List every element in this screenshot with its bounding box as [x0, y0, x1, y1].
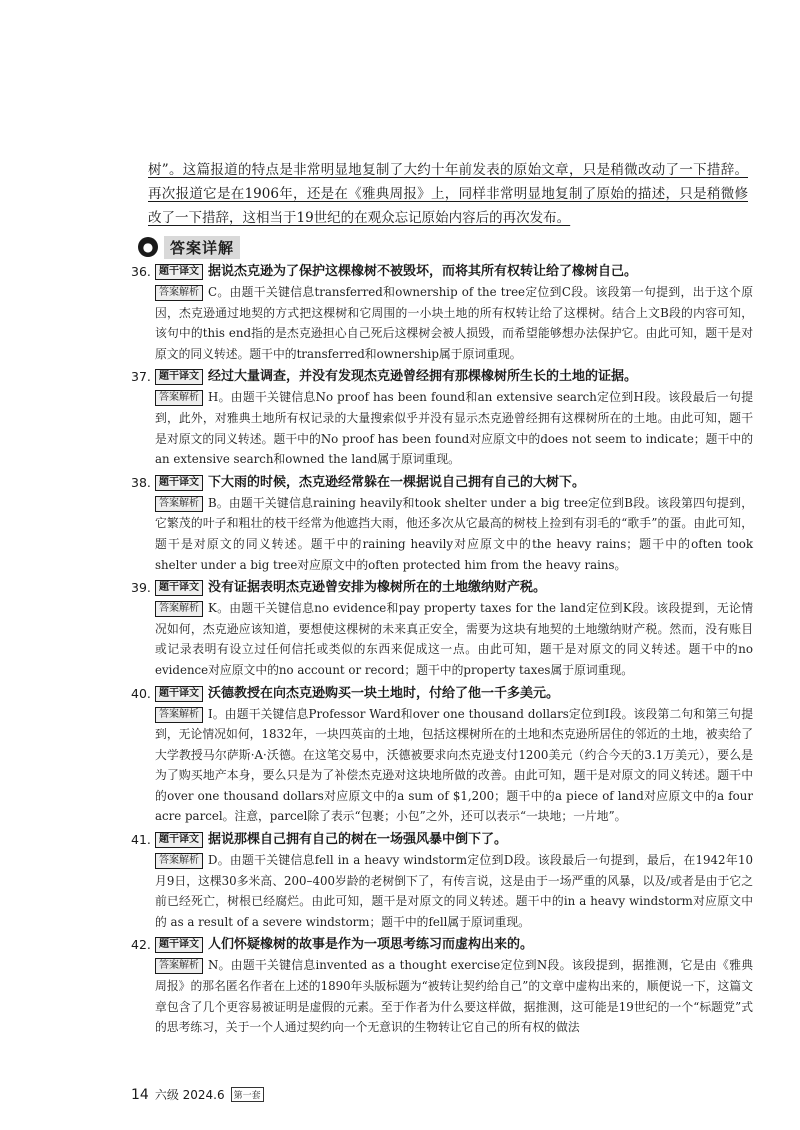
question-row	[131, 830, 753, 850]
question-number: 39.	[131, 580, 151, 596]
footer-label: 六级 2024.6	[154, 1088, 225, 1102]
intro-text: 树”。这篇报道的特点是非常明显地复制了大约十年前发表的原始文章，只是稍微改动了一下措辞。再次报道它是在1906年，还是在《雅典周报》上，同样非常明显地复制了原始的描述，只是稍微修改了一下措辞，这相当于19世纪的在观众忘记原始内容后的再次发布。	[148, 162, 748, 226]
answer-analysis	[155, 955, 753, 1037]
analysis-badge: 答案解析	[155, 853, 203, 869]
answer-analysis	[155, 282, 753, 364]
answer-analysis	[155, 850, 753, 932]
analysis-badge: 答案解析	[155, 496, 203, 512]
question-row	[131, 684, 753, 704]
answer-analysis	[155, 598, 753, 680]
page-footer	[131, 1086, 264, 1103]
question-stem	[155, 578, 753, 598]
question-stem	[155, 684, 753, 704]
analysis-badge: 答案解析	[155, 285, 203, 301]
question-number: 36.	[131, 264, 151, 279]
translation-badge: 题干译文	[155, 475, 203, 491]
answer-item	[131, 935, 753, 1037]
question-stem	[155, 367, 753, 387]
translation-badge: 题干译文	[155, 686, 203, 702]
translation-badge: 题干译文	[155, 580, 203, 596]
question-stem-text: 据说那棵自己拥有自己的树在一场强风暴中倒下了。	[208, 832, 508, 848]
bulb-icon: ●	[138, 237, 158, 257]
question-stem-text: 下大雨的时候，杰克逊经常躲在一棵据说自己拥有自己的大树下。	[208, 474, 586, 490]
question-stem-text: 据说杰克逊为了保护这棵橡树不被毁坏，而将其所有权转让给了橡树自己。	[208, 264, 638, 279]
question-stem-text: 经过大量调查，并没有发现杰克逊曾经拥有那棵橡树所生长的土地的证据。	[208, 369, 638, 385]
translation-badge: 题干译文	[155, 937, 203, 953]
question-stem	[155, 830, 753, 850]
question-stem	[155, 473, 753, 493]
page-number: 14	[131, 1086, 149, 1103]
section-header	[138, 234, 240, 260]
analysis-badge: 答案解析	[155, 958, 203, 974]
question-row	[131, 578, 753, 598]
question-row	[131, 262, 753, 282]
answer-analysis-text: D。由题干关键信息fell in a heavy windstorm定位到D段。该段最后一句提到，最后，在1942年10月9日，这棵30多米高、200–400岁龄的老树倒下了，有传言说，这是由于一场严重的风暴，以及/或者是由于它之前已经死亡，树根已经腐烂。由此可知，题干是对原文的同义转述。题干中的in a heavy windstorm对应原文中的 as a result of a severe windstorm；题干中的fell属于原词重现。	[155, 853, 753, 929]
answer-analysis-text: K。由题干关键信息no evidence和pay property taxes for the land定位到K段。该段提到，无论情况如何，杰克逊应该知道，要想使这棵树的未来真正安全，需要为这块有地契的土地缴纳财产税。然而，没有账目或记录表明有设立过任何信托或类似的东西来促成这一点。由此可知，题干是对原文的同义转述。题干中的no evidence对应原文中的no account or record；题干中的property taxes属于原词重现。	[155, 601, 753, 677]
question-row	[131, 473, 753, 493]
answer-analysis	[155, 704, 753, 828]
question-number: 42.	[131, 937, 151, 953]
answer-analysis-text: N。由题干关键信息invented as a thought exercise定位到N段。该段提到，据推测，它是由《雅典周报》的那名匿名作者在上述的1890年头版标题为“被转让契约给自己”的文章中虚构出来的，顺便说一下，这篇文章包含了几个更容易被证明是虚假的元素。至于作者为什么要这样做，据推测，这可能是19世纪的一个“标题党”式的思考练习，关于一个人通过契约向一个无意识的生物转让它自己的所有权的做法	[155, 958, 753, 1035]
answer-item	[131, 830, 753, 932]
question-stem-text: 沃德教授在向杰克逊购买一块土地时，付给了他一千多美元。	[208, 685, 560, 701]
answer-analysis-text: I。由题干关键信息Professor Ward和over one thousand dollars定位到I段。该段第二句和第三句提到，无论情况如何，1832年，一块四英亩的土地，包括这棵树所在的土地和杰克逊所居住的邻近的土地，被卖给了大学教授马尔萨斯·A·沃德。在这笔交易中，沃德被要求向杰克逊支付1200美元（约合今天的3.1万美元），要么是为了购买地产本身，要么只是为了补偿杰克逊对这块地所做的改善。由此可知，题干是对原文的同义转述。题干中的over one thousand dollars对应原文中的a sum of $1,200；题干中的a piece of land对应原文中的a four acre parcel。注意，parcel除了表示“包裹；小包”之外，还可以表示“一块地；一片地”。	[155, 706, 753, 824]
intro-paragraph	[148, 158, 748, 230]
question-row	[131, 935, 753, 955]
answer-analysis-text: B。由题干关键信息raining heavily和took shelter under a big tree定位到B段。该段第四句提到，它繁茂的叶子和粗壮的枝干经常为他遮挡大雨，他还多次从它最高的树枝上捡到有羽毛的“歌手”的蛋。由此可知，题干是对原文的同义转述。题干中的raining heavily对应原文中的the heavy rains；题干中的often took shelter under a big tree对应原文中的often protected him from the heavy rains。	[155, 495, 753, 572]
answer-item	[131, 473, 753, 575]
question-number: 38.	[131, 474, 151, 490]
issue-tag: 第一套	[231, 1087, 264, 1102]
analysis-badge: 答案解析	[155, 707, 203, 723]
section-title: 答案详解	[164, 236, 240, 259]
question-stem	[155, 935, 753, 955]
answer-analysis	[155, 387, 753, 469]
translation-badge: 题干译文	[155, 369, 203, 385]
answer-analysis	[155, 493, 753, 575]
question-stem-text: 没有证据表明杰克逊曾安排为橡树所在的土地缴纳财产税。	[208, 580, 547, 596]
analysis-badge: 答案解析	[155, 390, 203, 406]
question-stem	[155, 262, 753, 282]
answer-analysis-text: C。由题干关键信息transferred和ownership of the tree定位到C段。该段第一句提到，出于这个原因，杰克逊通过地契的方式把这棵树和它周围的一小块土地的所有权转让给了这棵树。结合上文B段的内容可知，该句中的this end指的是杰克逊担心自己死后这棵树会被人损毁，而希望能够想办法保护它。由此可知，题干是对原文的同义转述。题干中的transferred和ownership属于原词重现。	[155, 285, 753, 361]
question-row	[131, 367, 753, 387]
analysis-badge: 答案解析	[155, 601, 203, 617]
question-stem-text: 人们怀疑橡树的故事是作为一项思考练习而虚构出来的。	[208, 937, 534, 953]
answer-item	[131, 578, 753, 680]
question-number: 40.	[131, 685, 151, 701]
answer-item	[131, 684, 753, 828]
answer-item	[131, 367, 753, 469]
answer-item	[131, 262, 753, 364]
translation-badge: 题干译文	[155, 832, 203, 848]
answer-list	[131, 262, 753, 1041]
answer-analysis-text: H。由题干关键信息No proof has been found和an extensive search定位到H段。该段最后一句提到，此外，对雅典土地所有权记录的大量搜索似乎并没有显示杰克逊曾经拥有这棵树所在的土地。由此可知，题干是对原文的同义转述。题干中的No proof has been found对应原文中的does not seem to indicate；题干中的an extensive search和owned the land属于原词重现。	[155, 390, 753, 467]
translation-badge: 题干译文	[155, 264, 203, 280]
question-number: 37.	[131, 369, 151, 385]
question-number: 41.	[131, 832, 151, 848]
